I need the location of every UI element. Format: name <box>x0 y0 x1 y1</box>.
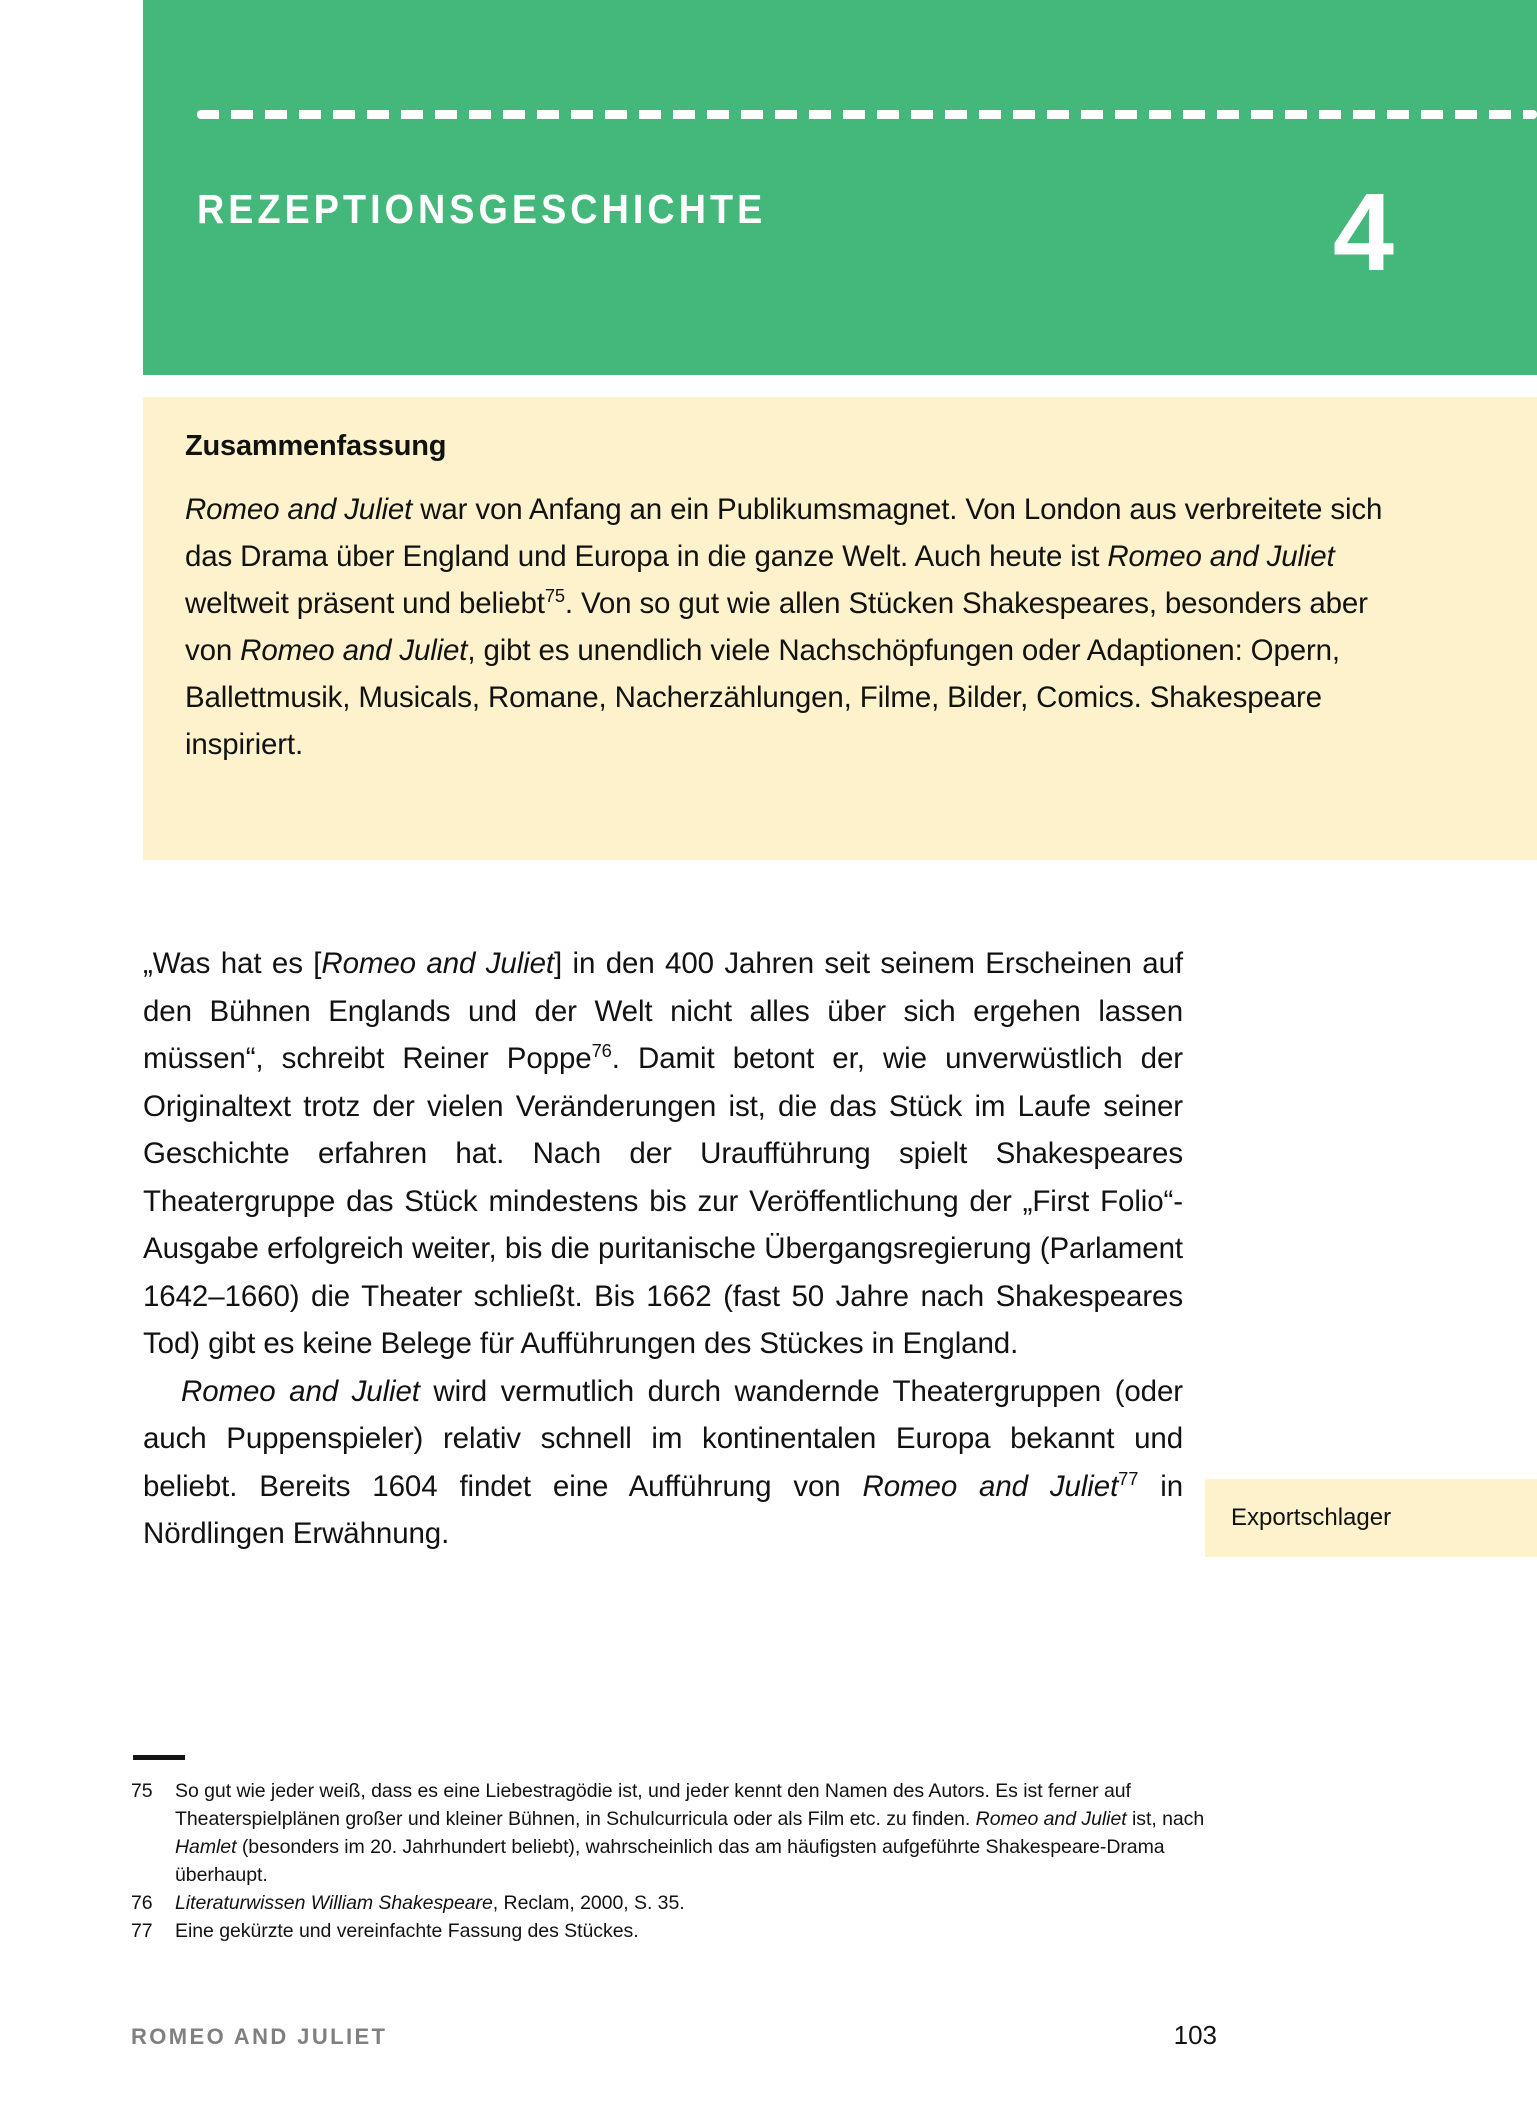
body-paragraph-1: „Was hat es [Romeo and Juliet] in den 400 Jahren seit seinem Erscheinen auf den Bühnen Englands und der Welt nicht alles über sich ergehen lassen müssen“, schreibt Reiner Poppe$^{76}$. Damit betont er, wie unverwüstlich der Originaltext trotz der vielen Veränderungen ist, die das Stück im Laufe seiner Geschichte erfahren hat. Nach der Uraufführung spielt Shakespeares Theatergruppe das Stück mindestens bis zur Veröffentlichung der „First Folio“-Ausgabe erfolgreich weiter, bis die puritanische Übergangsregierung (Parlament 1642–1660) die Theater schließt. Bis 1662 (fast 50 Jahre nach Shakespeares Tod) gibt es keine Belege für Aufführungen des Stückes in England. <box>143 947 1183 1360</box>
footnote-number: 75 <box>131 1780 153 1802</box>
page-number: 103 <box>1173 2020 1217 2050</box>
footnote-separator-rule <box>133 1755 185 1760</box>
chapter-title: REZEPTIONSGESCHICHTE <box>197 186 767 232</box>
body-paragraph-2: Romeo and Juliet wird vermutlich durch wandernde Theatergruppen (oder auch Puppenspieler) relativ schnell im kontinentalen Europa bekannt und beliebt. Bereits 1604 findet eine Aufführung von Romeo and Juliet$^{77}$ in Nördlingen Erwähnung. <box>143 1374 1183 1550</box>
body-text-column <box>143 940 1183 1558</box>
running-title: ROMEO AND JULIET <box>131 2024 388 2049</box>
footnotes-section <box>131 1755 1241 1945</box>
chapter-header-banner <box>143 0 1537 375</box>
margin-note-box <box>1205 1479 1537 1557</box>
footnote-number: 76 <box>131 1892 153 1914</box>
summary-heading: Zusammenfassung <box>185 430 447 462</box>
summary-box <box>143 397 1537 860</box>
footnote-item <box>131 1917 1241 1945</box>
footnote-number: 77 <box>131 1920 153 1942</box>
footnote-text: So gut wie jeder weiß, dass es eine Liebestragödie ist, und jeder kennt den Namen des Autors. Es ist ferner auf Theaterspielplänen großer und kleiner Bühnen, in Schulcurricula oder als Film etc. zu finden. Romeo and Juliet ist, nach Hamlet (besonders im 20. Jahrhundert beliebt), wahrscheinlich das am häufigsten aufgeführte Shakespeare-Drama überhaupt. <box>175 1780 1205 1886</box>
margin-note-label: Exportschlager <box>1231 1503 1392 1531</box>
dashed-rule-decoration <box>197 110 1537 119</box>
footnote-item <box>131 1777 1241 1889</box>
page-footer <box>131 2020 1217 2051</box>
footnote-item <box>131 1889 1241 1917</box>
footnote-text: Eine gekürzte und vereinfachte Fassung des Stückes. <box>175 1920 639 1942</box>
summary-text: Romeo and Juliet war von Anfang an ein Publikumsmagnet. Von London aus verbreitete sich das Drama über England und Europa in die ganze Welt. Auch heute ist Romeo and Juliet weltweit präsent und beliebt$^{75}$. Von so gut wie allen Stücken Shakespeares, besonders aber von Romeo and Juliet, gibt es unendlich viele Nachschöpfungen oder Adaptionen: Opern, Ballettmusik, Musicals, Romane, Nacherzählungen, Filme, Bilder, Comics. Shakespeare inspiriert. <box>185 492 1383 761</box>
footnote-text: Literaturwissen William Shakespeare, Reclam, 2000, S. 35. <box>175 1892 685 1914</box>
chapter-number: 4 <box>1332 171 1394 294</box>
